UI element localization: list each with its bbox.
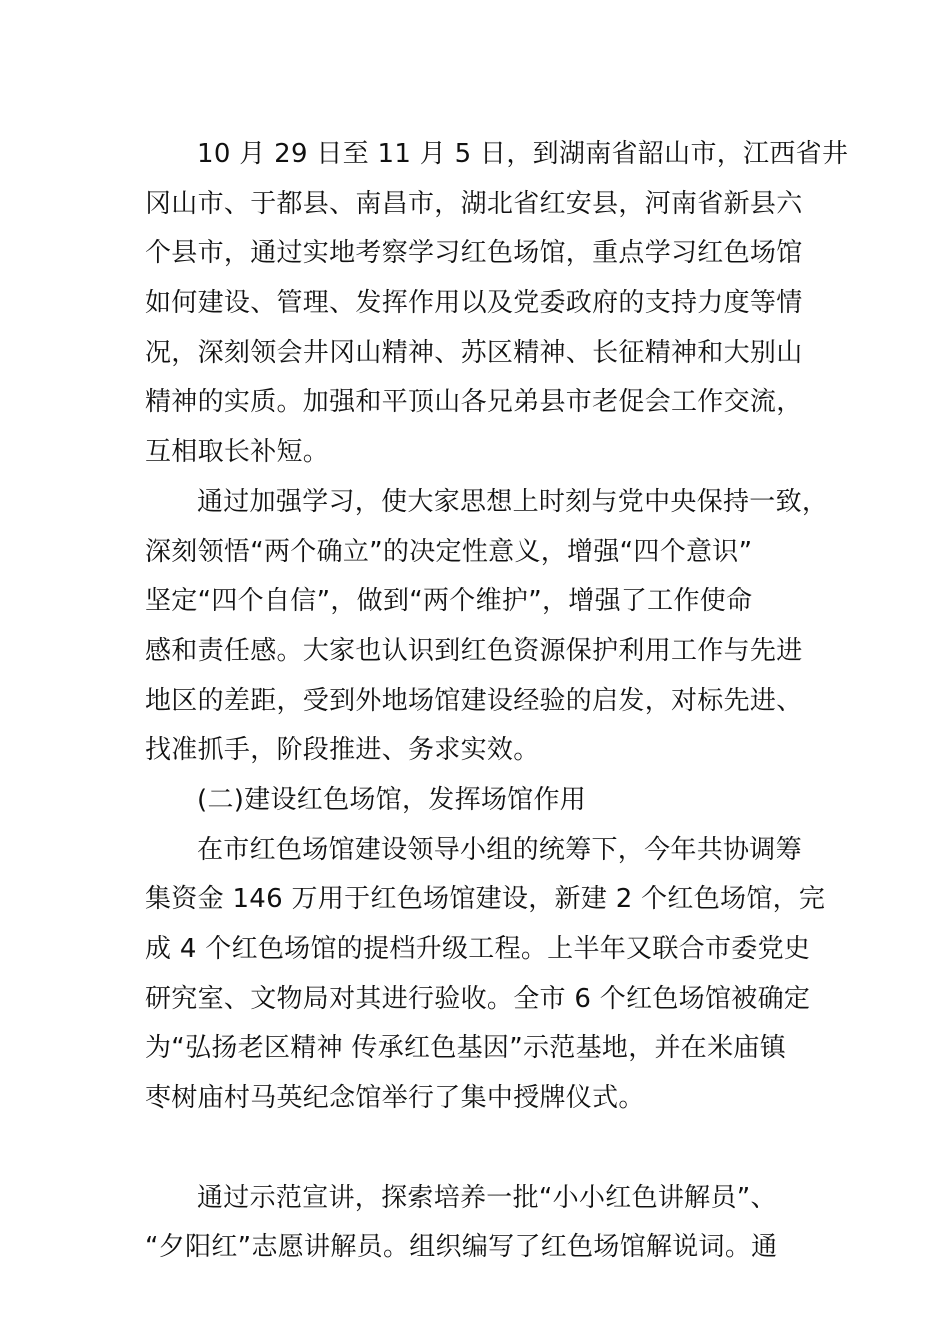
text-line: 个县市，通过实地考察学习红色场馆，重点学习红色场馆 [145,238,803,269]
text-line: 在市红色场馆建设领导小组的统筹下，今年共协调筹 [197,834,802,865]
paragraph-3 [145,826,832,1124]
text-line: 如何建设、管理、发挥作用以及党委政府的支持力度等情 [145,288,803,319]
text-line: 地区的差距，受到外地场馆建设经验的启发，对标先进、 [145,685,803,716]
paragraph-4 [145,1174,832,1273]
section-heading [145,776,832,826]
text-line: 深刻领悟“两个确立”的决定性意义，增强“四个意识” [145,536,753,567]
text-line: 找准抓手，阶段推进、务求实效。 [145,735,540,766]
text-line: “夕阳红”志愿讲解员。组织编写了红色场馆解说词。通 [145,1232,778,1263]
text-line: 集资金 146 万用于红色场馆建设，新建 2 个红色场馆，完 [145,884,826,915]
paragraph-2 [145,478,832,776]
text-line: 坚定“四个自信”，做到“两个维护”，增强了工作使命 [145,586,753,617]
text-line: 10 月 29 日至 11 月 5 日，到湖南省韶山市，江西省井 [197,139,849,169]
text-line: 况，深刻领会井冈山精神、苏区精神、长征精神和大别山 [145,337,803,368]
heading-line: (二)建设红色场馆，发挥场馆作用 [197,784,587,815]
text-line: 成 4 个红色场馆的提档升级工程。上半年又联合市委党史 [145,934,811,964]
text-line: 枣树庙村马英纪念馆举行了集中授牌仪式。 [145,1083,645,1114]
paragraph-gap [145,1124,832,1174]
text-line: 通过示范宣讲，探索培养一批“小小红色讲解员”、 [197,1182,777,1213]
text-line: 为“弘扬老区精神 传承红色基因”示范基地，并在米庙镇 [145,1033,787,1064]
text-line: 精神的实质。加强和平顶山各兄弟县市老促会工作交流， [145,387,803,418]
text-line: 互相取长补短。 [145,437,330,468]
text-line: 研究室、文物局对其进行验收。全市 6 个红色场馆被确定 [145,983,811,1014]
text-line: 通过加强学习，使大家思想上时刻与党中央保持一致， [197,486,829,517]
paragraph-1 [145,130,849,478]
text-line: 感和责任感。大家也认识到红色资源保护利用工作与先进 [145,635,803,666]
text-line: 冈山市、于都县、南昌市，湖北省红安县，河南省新县六 [145,188,803,219]
